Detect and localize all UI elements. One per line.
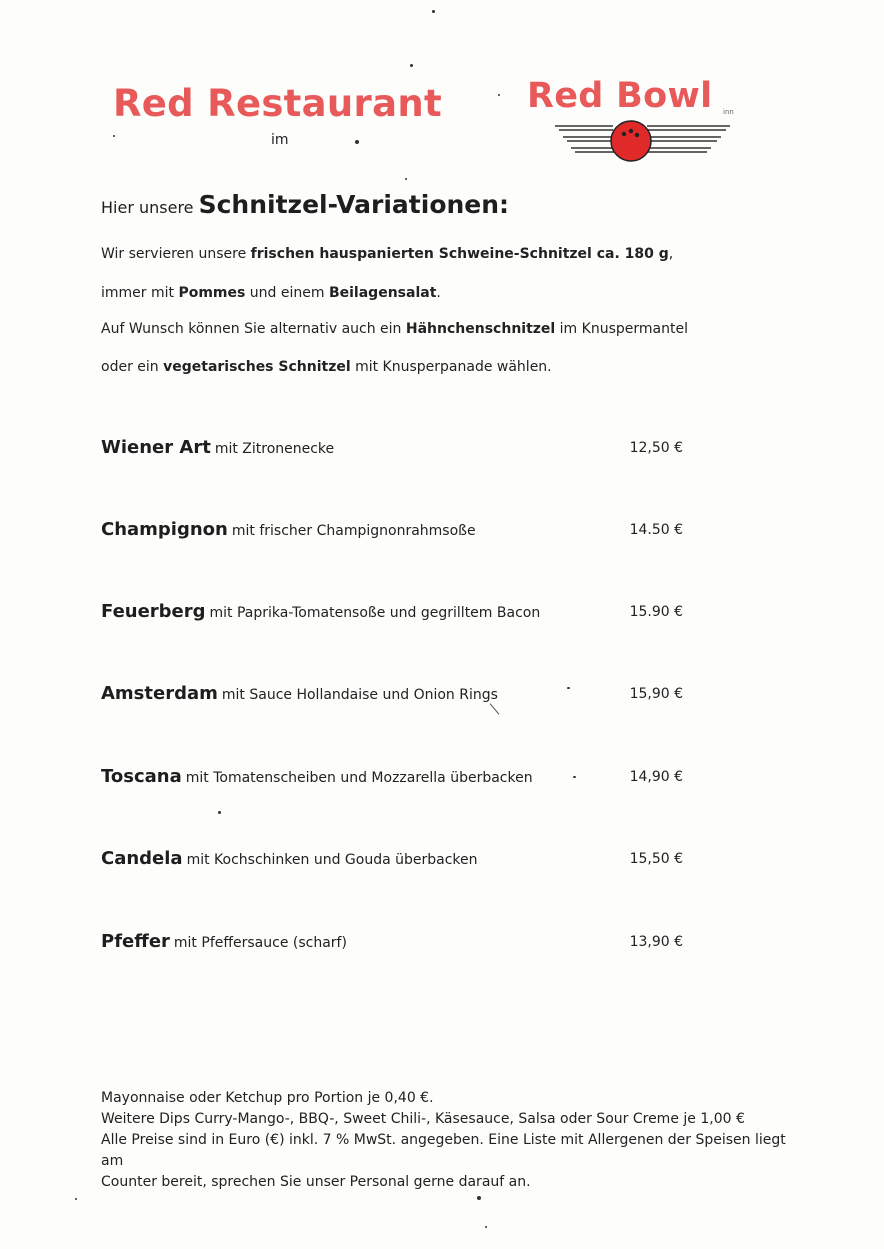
intro-line-3 [101, 321, 688, 337]
menu-item [101, 848, 683, 874]
item-name: Amsterdam [101, 683, 218, 704]
intro-emphasis: Beilagensalat [328, 285, 437, 301]
intro-text: . [436, 285, 441, 301]
scan-speck [355, 140, 359, 144]
item-description: mit Pfeffersauce (scharf) [173, 935, 347, 951]
item-price: 15.90 € [629, 604, 683, 620]
item-price: 15,90 € [629, 686, 683, 702]
intro-line-4 [101, 359, 552, 375]
scan-speck [218, 811, 221, 814]
item-name: Wiener Art [101, 437, 211, 458]
item-name: Feuerberg [101, 601, 206, 622]
menu-item [101, 931, 683, 957]
item-description: mit Tomatenscheiben und Mozzarella überbacken [185, 770, 533, 786]
item-price: 14.50 € [629, 522, 683, 538]
restaurant-name: Red Restaurant [113, 82, 442, 125]
heading-title: Schnitzel-Variationen: [198, 190, 510, 219]
red-bowl-logo [525, 74, 755, 174]
item-description: mit Zitronenecke [214, 441, 335, 457]
footer-line-2: Weitere Dips Curry-Mango-, BBQ-, Sweet Chili-, Käsesauce, Salsa oder Sour Creme je 1,00 € [101, 1111, 745, 1127]
footer-line-1: Mayonnaise oder Ketchup pro Portion je 0,40 €. [101, 1090, 434, 1106]
item-description: mit frischer Champignonrahmsoße [231, 523, 476, 539]
item-description: mit Kochschinken und Gouda überbacken [186, 852, 478, 868]
item-name: Champignon [101, 519, 228, 540]
scan-speck [405, 178, 407, 180]
intro-emphasis: vegetarisches Schnitzel [163, 359, 351, 375]
intro-text: oder ein [101, 359, 164, 375]
item-price: 15,50 € [629, 851, 683, 867]
item-name: Candela [101, 848, 183, 869]
menu-item [101, 766, 683, 792]
scan-speck [477, 1196, 481, 1200]
intro-text: mit Knusperpanade wählen. [350, 359, 552, 375]
scan-speck [75, 1198, 77, 1200]
item-price: 13,90 € [629, 934, 683, 950]
intro-emphasis: frischen hauspanierten Schweine-Schnitzel ca. 180 g [250, 246, 669, 262]
item-name: Pfeffer [101, 931, 170, 952]
footer-line-4: Counter bereit, sprechen Sie unser Personal gerne darauf an. [101, 1174, 531, 1190]
scan-speck [485, 1226, 487, 1228]
scan-speck [498, 94, 500, 96]
heading-prefix: Hier unsere [101, 198, 199, 217]
item-name: Toscana [101, 766, 182, 787]
footer-line-3: Alle Preise sind in Euro (€) inkl. 7 % MwSt. angegeben. Eine Liste mit Allergenen der Speisen liegt am [101, 1132, 786, 1169]
item-description: mit Sauce Hollandaise und Onion Rings [221, 687, 498, 703]
scan-speck [410, 64, 413, 67]
intro-line-1 [101, 246, 673, 262]
intro-text: , [668, 246, 674, 262]
intro-text: und einem [245, 285, 329, 301]
item-price: 14,90 € [629, 769, 683, 785]
item-price: 12,50 € [629, 440, 683, 456]
menu-item [101, 519, 683, 545]
menu-item [101, 437, 683, 463]
intro-text: Wir servieren unsere [101, 246, 251, 262]
scan-speck [573, 776, 576, 778]
scan-speck [432, 10, 435, 13]
intro-emphasis: Pommes [178, 285, 246, 301]
page-heading [101, 190, 509, 219]
scan-speck [113, 135, 115, 137]
scan-speck [567, 687, 570, 689]
im-label: im [271, 132, 289, 148]
logo-small-text: inn [723, 108, 734, 116]
intro-emphasis: Hähnchenschnitzel [405, 321, 556, 337]
menu-item [101, 601, 683, 627]
footer-notes [101, 1088, 791, 1193]
intro-text: immer mit [101, 285, 179, 301]
intro-text: im Knuspermantel [555, 321, 688, 337]
item-description: mit Paprika-Tomatensoße und gegrilltem Bacon [209, 605, 541, 621]
intro-line-2 [101, 285, 441, 301]
intro-text: Auf Wunsch können Sie alternativ auch ein [101, 321, 406, 337]
menu-item [101, 683, 683, 709]
logo-text: Red Bowl [527, 76, 713, 116]
